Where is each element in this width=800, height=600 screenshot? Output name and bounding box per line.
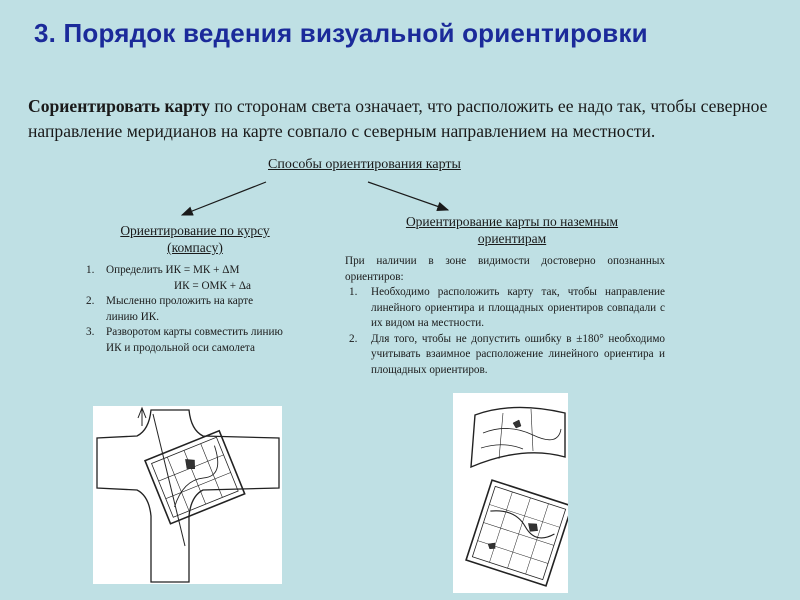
compass-method-heading bbox=[100, 222, 290, 256]
list-item-number: 1. bbox=[349, 286, 358, 298]
slide-title: 3. Порядок ведения визуальной ориентировки bbox=[34, 18, 648, 48]
compass-method-subtitle: (компасу) bbox=[167, 240, 223, 255]
landmark-method-title: Ориентирование карты по наземным bbox=[405, 214, 619, 229]
landmark-steps-list bbox=[345, 285, 665, 378]
landmark-orientation-figure bbox=[453, 393, 568, 593]
terrain-panorama bbox=[471, 407, 565, 467]
landmark-method-body bbox=[345, 254, 665, 378]
list-item bbox=[345, 285, 665, 332]
aircraft-cross-outline bbox=[97, 410, 279, 582]
landmark-intro-text: При наличии в зоне видимости достоверно опознанных ориентиров: bbox=[345, 255, 665, 283]
compass-figure-drawing bbox=[93, 406, 282, 584]
list-item-text: Мысленно проложить на карте линию ИК. bbox=[106, 295, 254, 323]
compass-method-title: Ориентирование по курсу bbox=[120, 223, 270, 238]
list-item bbox=[86, 263, 286, 294]
oriented-map bbox=[466, 480, 568, 586]
intro-bold-term: Сориентировать карту bbox=[28, 96, 210, 116]
list-item-number: 1. bbox=[86, 264, 95, 276]
intro-text: по сторонам света означает, что расположить ее надо так, чтобы северное направление меридианов на карте совпало с северным направлением на местности. bbox=[28, 96, 768, 141]
compass-steps-list bbox=[86, 263, 286, 357]
list-item-number: 3. bbox=[86, 326, 95, 339]
arrow-left bbox=[182, 182, 266, 215]
landmark-method-heading bbox=[376, 213, 648, 247]
list-item-text: Определить ИК = МК + ΔМ bbox=[106, 264, 240, 276]
list-item bbox=[86, 325, 286, 356]
list-item-text: Для того, чтобы не допустить ошибку в ±180° необходимо учитывать взаимное расположение линейного ориентира и площадных ориентиров. bbox=[371, 332, 665, 376]
list-item-formula: ИК = ОМК + Δа bbox=[174, 279, 251, 292]
list-item bbox=[345, 332, 665, 379]
list-item-number: 2. bbox=[349, 332, 358, 345]
list-item bbox=[86, 294, 286, 325]
list-item-text: Разворотом карты совместить линию ИК и продольной оси самолета bbox=[106, 326, 283, 354]
list-item-text: Необходимо расположить карту так, чтобы направление линейного ориентира и площадных ориентиров совпадали с их видом на местности. bbox=[371, 286, 665, 329]
methods-heading: Способы ориентирования карты bbox=[268, 157, 461, 172]
compass-orientation-figure bbox=[93, 406, 282, 584]
landmark-figure-drawing bbox=[453, 393, 568, 593]
list-item-number: 2. bbox=[86, 295, 95, 308]
landmark-method-subtitle: ориентирам bbox=[477, 231, 547, 246]
arrow-right bbox=[368, 182, 448, 210]
